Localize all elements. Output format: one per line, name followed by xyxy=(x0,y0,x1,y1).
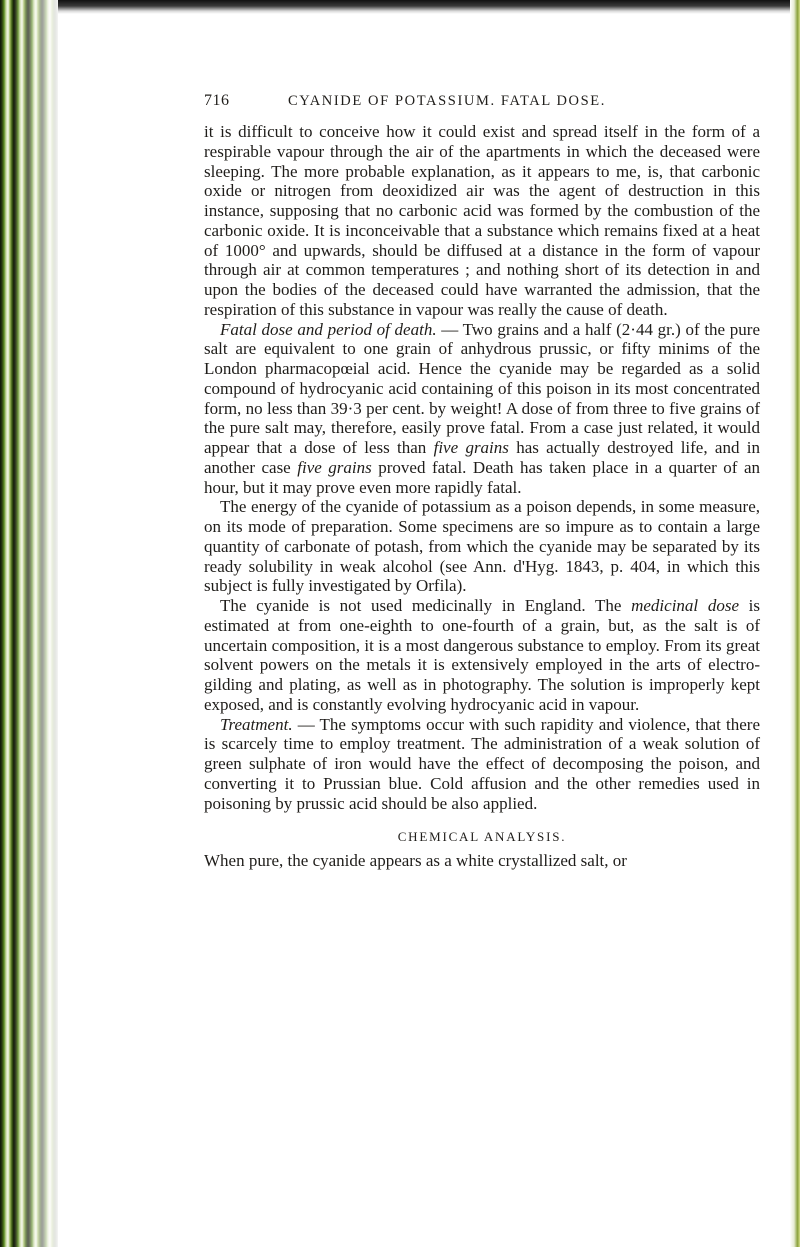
emphasis-text: five grains xyxy=(433,438,509,457)
paragraph-continuation: it is difficult to conceive how it could exist and spread itself in the form of a respirable vapour through the air of the apartments in which the deceased were sleeping. The more probable explanation, as it appears to me, is, that carbonic oxide or nitrogen from deoxidized air was the agent of destruction in this instance, supposing that no carbonic acid was formed by the combustion of the carbonic oxide. It is inconceivable that a substance which remains fixed at a heat of 1000° and upwards, should be diffused at a distance in the form of vapour through air at common temperatures ; and nothing short of its detection in and upon the bodies of the deceased could have warranted the admission, that the respiration of this substance in vapour was really the cause of death. xyxy=(204,122,760,319)
paragraph-text: has actually destroyed life, and in another case xyxy=(204,438,760,477)
book-binding-edge xyxy=(0,0,58,1247)
paragraph-fatal-dose xyxy=(204,320,760,498)
page-number: 716 xyxy=(204,92,230,109)
paragraph-text: proved fatal. Death has taken place in a quarter of an hour, but it may prove even more rapidly fatal. xyxy=(204,457,760,497)
paragraph-text: — The symptoms occur with such rapidity and violence, that there is scarcely time to employ treatment. The administration of a weak solution of green sulphate of iron would have the effect of decomposing the poison, and converting it to Prussian blue. Cold affusion and the other remedies used in poisoning by prussic acid should be also applied. xyxy=(204,714,760,813)
paragraph-text: is estimated at from one-eighth to one-fourth of a grain, but, as the salt is of uncertain composition, it is a most dangerous substance to employ. From its great solvent powers on the metals it is extensively employed in the arts of electro-gilding and plating, as well as in photography. The solution is improperly kept exposed, and is constantly evolving hydrocyanic acid in vapour. xyxy=(204,596,760,714)
paragraph-text: The cyanide is not used medicinally in England. The xyxy=(220,596,632,615)
paragraph-lead-fatal-dose: Fatal dose and period of death. xyxy=(220,319,437,339)
paragraph-treatment xyxy=(204,715,760,814)
paragraph-chemical-analysis: When pure, the cyanide appears as a white crystallized salt, or xyxy=(204,851,627,870)
paragraph-medicinal xyxy=(204,596,760,715)
paragraph-text: — Two grains and a half (2·44 gr.) of the pure salt are equivalent to one grain of anhydrous prussic, or fifty minims of the London pharmacopœial acid. Hence the cyanide may be regarded as a solid compound of hydrocyanic acid containing of this poison in its most concentrated form, no less than 39·3 per cent. by weight! A dose of from three to five grains of the pure salt may, therefore, easily prove fatal. From a case just related, it would appear that a dose of less than xyxy=(204,319,760,457)
scan-right-edge xyxy=(790,0,800,1247)
emphasis-text: five grains xyxy=(297,457,372,477)
emphasis-text: medicinal dose xyxy=(631,596,739,615)
section-heading: CHEMICAL ANALYSIS. xyxy=(397,829,567,845)
paragraph-energy: The energy of the cyanide of potassium as a poison depends, in some measure, on its mode of preparation. Some specimens are so impure as to contain a large quantity of carbonate of potash, from which the cyanide may be separated by its ready solubility in weak alcohol (see Ann. d'Hyg. 1843, p. 404, in which this subject is fully investigated by Orfila). xyxy=(204,497,760,596)
page-header xyxy=(204,92,764,116)
page-body xyxy=(204,122,760,871)
scan-top-edge xyxy=(58,0,800,14)
running-title: CYANIDE OF POTASSIUM. FATAL DOSE. xyxy=(288,93,606,109)
paragraph-lead-treatment: Treatment. xyxy=(220,714,293,734)
